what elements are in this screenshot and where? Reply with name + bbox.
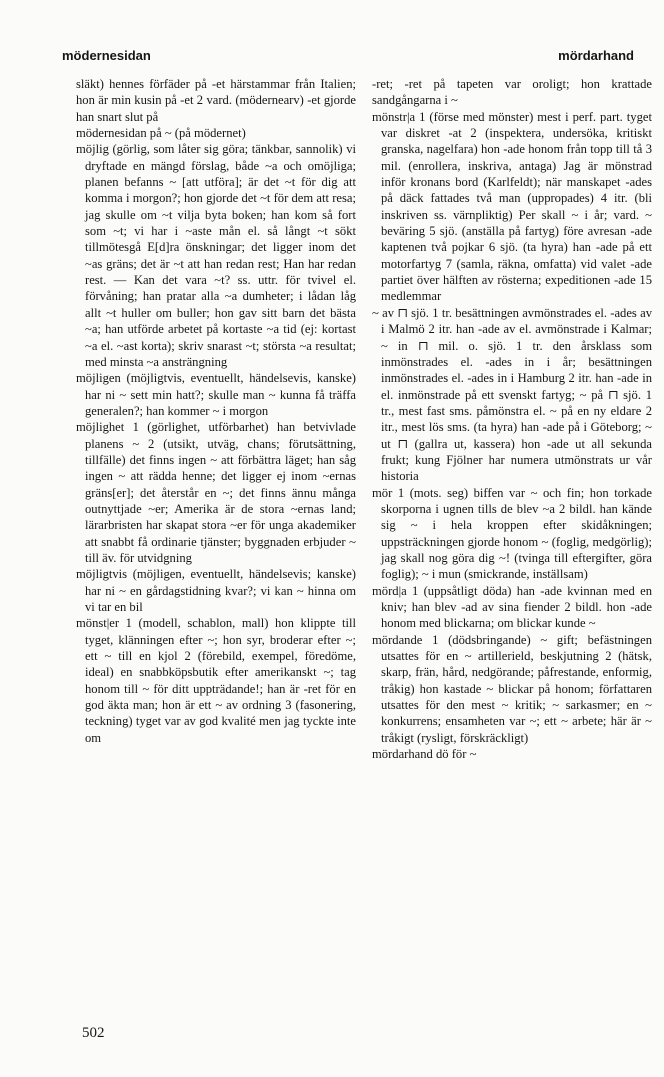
dictionary-entry: möjligen (möjligtvis, eventuellt, händelsevis, kanske) har ni ~ sett min hatt?; skulle man ~ kunna få träffa generalen?; han kommer ~ i morgon bbox=[76, 371, 356, 418]
right-column bbox=[372, 76, 652, 762]
dictionary-entry: mönstr|a 1 (förse med mönster) mest i perf. part. tyget var diskret -at 2 (inspektera, undersöka, kritiskt granska, nagelfara) hon -ade honom från topp till tå 3 mil. (enrollera, inskriva, antaga) Jag är mönstrad inför kronans bord (Karlfeldt); när manskapet -ades på däck fattades två man (uppropades) 4 itr. (bli inskriven ss. värnpliktig) Per skall ~ i år; vard. ~ beväring 5 sjö. (anställa på fartyg) före avresan -ade kaptenen två pojkar 6 sjö. (ta hyra) han -ade på ett motorfartyg 7 (samla, räkna, omfatta) vid valet -ade partiet över hälften av rösterna; expeditionen -ade 15 medlemmar bbox=[372, 109, 652, 304]
dictionary-entry: mör 1 (mots. seg) biffen var ~ och fin; hon torkade skorporna i ugnen tills de blev ~a 2 bildl. han kände sig ~ i hela kroppen efter skidåkningen; uppsträckningen gjorde honom ~ (foglig, medgörlig); jag skall nog göra dig ~! (tvinga till eftergifter, göra foglig); ~ i mun (smickrande, inställsam) bbox=[372, 485, 652, 582]
dictionary-entry: släkt) hennes förfäder på -et härstammar från Italien; hon är min kusin på -et 2 vard. (mödernearv) -et gjorde han snart slut på bbox=[76, 77, 356, 124]
dictionary-entry: -ret; -ret på tapeten var oroligt; hon krattade sandgångarna i ~ bbox=[372, 77, 652, 108]
dictionary-entry: möjlighet 1 (görlighet, utförbarhet) han betvivlade planens ~ 2 (utsikt, utväg, chans; förutsättning, tillfälle) det finns ingen ~ att förbättra läget; han såg ingen ~ att rädda henne; det ligger ej inom ~ernas gräns[er]; det återstår en ~; det finns ännu många outnyttjade ~er; Amerika är de stora ~ernas land; lärarbristen har skapat stora ~er för unga akademiker att snabbt få ordinarie tjänster; byggnaden erbjuder ~ till äv. för utvidgning bbox=[76, 420, 356, 565]
dictionary-entry: möjligtvis (möjligen, eventuellt, händelsevis; kanske) har ni ~ en gårdagstidning kvar?; vi kan ~ hinna om vi tar en bil bbox=[76, 567, 356, 614]
running-header-left: mödernesidan bbox=[62, 48, 151, 63]
dictionary-entry: mörd|a 1 (uppsåtligt döda) han -ade kvinnan med en kniv; han blev -ad av sina fiender 2 bildl. hon -ade honom med blickarna; om blickar kunde ~ bbox=[372, 583, 652, 631]
dictionary-entry: möjlig (görlig, som låter sig göra; tänkbar, sannolik) vi dryftade en mängd förslag, både ~a och omöjliga; planen befanns ~ [att utföra]; är det ~t för dig att komma i morgon?; hon gjorde det ~t för dem att resa; jag skulle om ~t vilja byta boken; han kom så fort som ~t; vi har i ~aste mån el. så långt ~t sökt tillmötesgå E[d]ra önskningar; det ligger inom det ~as gräns; det är ~t att han redan rest; Han har redan rest. — Kan det vara ~t? ss. uttr. för tvivel el. förvåning; han pratar alla ~a dumheter; i lådan låg allt ~t huller om buller; hon gav sitt barn det bästa ~a; han utförde arbetet på kortaste ~a tid (ej: kortast ~a el. ~ast korta); skriv snarast ~t; största ~a resultat; med minsta ~a ansträngning bbox=[76, 142, 356, 369]
dictionary-entry: mönst|er 1 (modell, schablon, mall) hon klippte till tyget, klänningen efter ~; hon syr, broderar efter ~; ett ~ till en kjol 2 (förebild, exempel, föredöme, ideal) en snabbköpsbutik efter amerikanskt ~; tag honom till ~ för ditt uppträdande!; han är -ret för en god äkta man; hon är ett ~ av ordning 3 (fasonering, teckning) tyget var av god kvalité men jag tyckte inte om bbox=[76, 616, 356, 745]
dictionary-entry: ~ av ⊓ sjö. 1 tr. besättningen avmönstrades el. -ades av i Malmö 2 itr. han -ade av el. avmönstrade i Kalmar; ~ in ⊓ mil. o. sjö. 1 tr. den årsklass som inmönstrades el. -ades in i år; besättningen inmönstrades el. -ades in i Hamburg 2 itr. han -ade in el. inmönstrade på ett svenskt fartyg; ~ på ⊓ sjö. 1 tr., mest fast sms. påmönstra el. ~ på en ny eldare 2 itr., mest lös sms. (ta hyra) han -ade på i Göteborg; ~ ut ⊓ (gallra ut, kassera) hon -ade ut all sekunda frukt; kung Fjölner har numera utmönstrats ur vår historia bbox=[372, 305, 652, 484]
running-header-right: mördarhand bbox=[558, 48, 634, 63]
dictionary-entry: mödernesidan på ~ (på mödernet) bbox=[76, 126, 246, 141]
dictionary-entry: mördande 1 (dödsbringande) ~ gift; befästningen utsattes för en ~ artillerield, beskjutning 2 (hätsk, skarp, frän, hård, nedgörande; påfrestande, enformig, tråkig) hon kastade ~ blickar på honom; författaren utsattes för den mest ~ kritik; ~ sarkasmer; en ~ konkurrens; ensamheten var ~; ett ~ arbete; här är ~ tråkigt (rysligt, förskräckligt) bbox=[372, 632, 652, 745]
dictionary-entry: mördarhand dö för ~ bbox=[372, 747, 477, 762]
left-column bbox=[76, 76, 356, 746]
page-number: 502 bbox=[82, 1025, 105, 1041]
